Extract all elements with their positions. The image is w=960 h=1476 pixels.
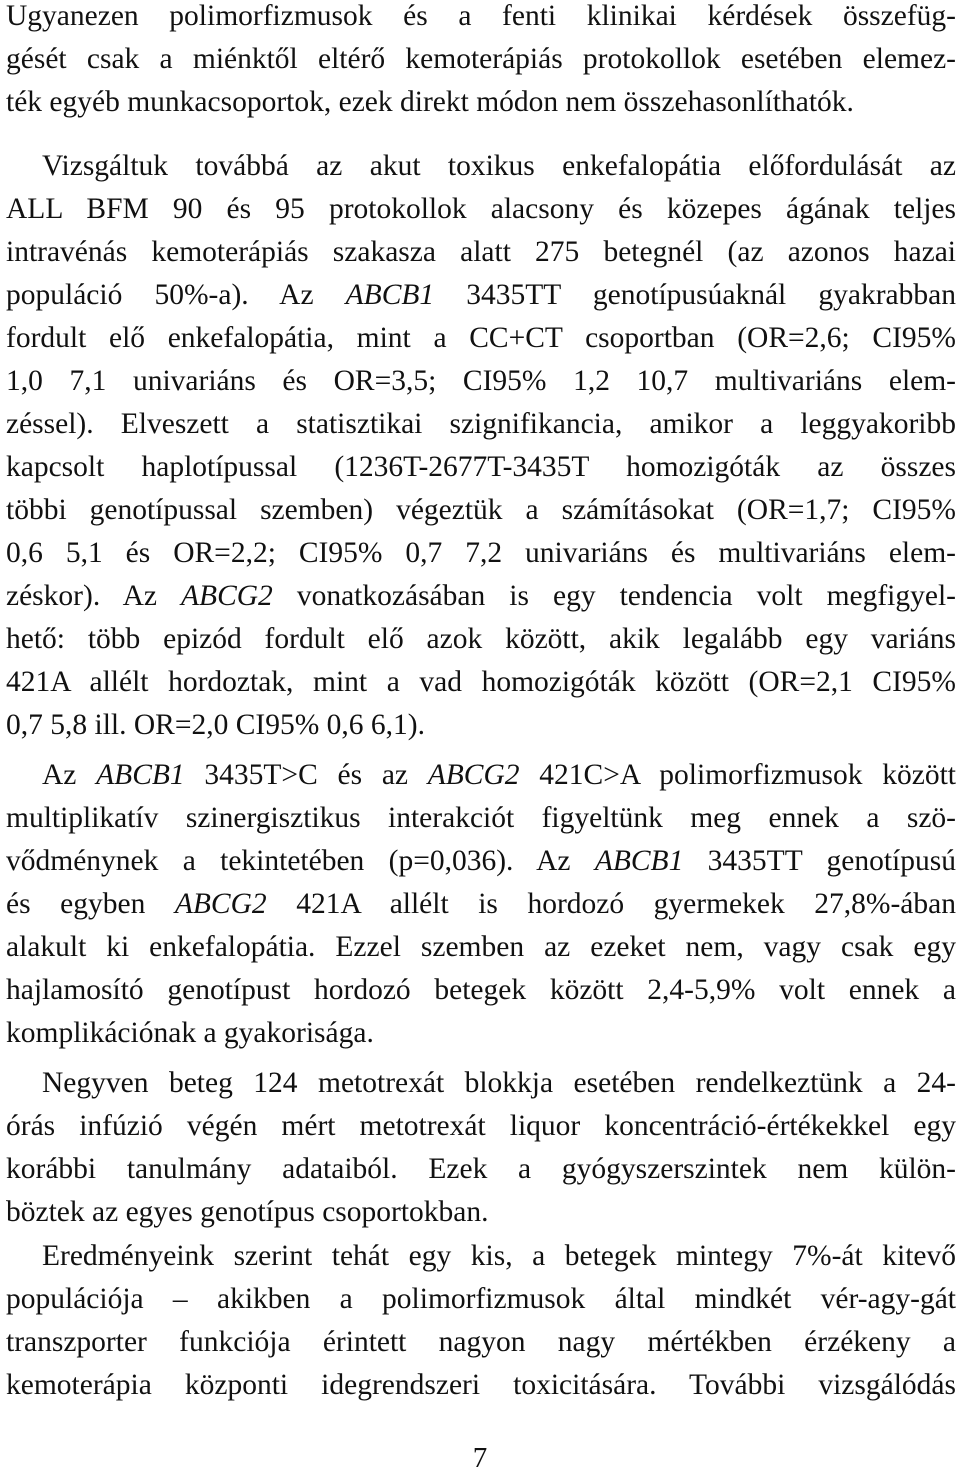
text-line: zéssel). Elveszett a statisztikai szignifikancia, amikor a leggyakoribb [6,408,956,440]
text-line: ALL BFM 90 és 95 protokollok alacsony és közepes ágának teljes [6,193,956,225]
text-line: multiplikatív szinergisztikus interakciót figyeltünk meg ennek a szö- [6,802,956,834]
text-line: 421A allélt hordoztak, mint a vad homozigóták között (OR=2,1 CI95% [6,666,956,698]
text-line: és egyben ABCG2 421A allélt is hordozó gyermekek 27,8%-ában [6,888,956,920]
text-line: hajlamosító genotípust hordozó betegek között 2,4-5,9% volt ennek a [6,974,956,1006]
text-line: komplikációnak a gyakorisága. [6,1017,374,1049]
text-line: zéskor). Az ABCG2 vonatkozásában is egy tendencia volt megfigyel- [6,580,956,612]
text-line: fordult elő enkefalopátia, mint a CC+CT csoportban (OR=2,6; CI95% [6,322,956,354]
text-line: ték egyéb munkacsoportok, ezek direkt módon nem összehasonlíthatók. [6,86,854,118]
text-line: alakult ki enkefalopátia. Ezzel szemben az ezeket nem, vagy csak egy [6,931,956,963]
text-line: órás infúzió végén mért metotrexát liquor koncentráció-értékekkel egy [6,1110,956,1142]
text-line: vődménynek a tekintetében (p=0,036). Az ABCB1 3435TT genotípusú [6,845,956,877]
text-line: 1,0 7,1 univariáns és OR=3,5; CI95% 1,2 10,7 multivariáns elem- [6,365,956,397]
text-line: böztek az egyes genotípus csoportokban. [6,1196,489,1228]
text-line: Negyven beteg 124 metotrexát blokkja esetében rendelkeztünk a 24- [42,1067,956,1099]
text-line: korábbi tanulmány adataiból. Ezek a gyógyszerszintek nem külön- [6,1153,956,1185]
gene-name: ABCG2 [427,759,520,791]
gene-name: ABCB1 [96,759,185,791]
text-line: 0,6 5,1 és OR=2,2; CI95% 0,7 7,2 univariáns és multivariáns elem- [6,537,956,569]
gene-name: ABCB1 [594,845,684,877]
text-line: populáció 50%-a). Az ABCB1 3435TT genotípusúaknál gyakrabban [6,279,956,311]
text-line: hető: több epizód fordult elő azok között, akik legalább egy variáns [6,623,956,655]
text-line: gését csak a miénktől eltérő kemoterápiás protokollok esetében elemez- [6,43,956,75]
text-line: kemoterápia központi idegrendszeri toxicitására. További vizsgálódás [6,1369,956,1401]
text-line: kapcsolt haplotípussal (1236T-2677T-3435T homozigóták az összes [6,451,956,483]
text-line: intravénás kemoterápiás szakasza alatt 275 betegnél (az azonos hazai [6,236,956,268]
text-line: Az ABCB1 3435T>C és az ABCG2 421C>A polimorfizmusok között [42,759,956,791]
text-line: Eredményeink szerint tehát egy kis, a betegek mintegy 7%-át kitevő [42,1240,956,1272]
text-line: Ugyanezen polimorfizmusok és a fenti klinikai kérdések összefüg- [6,0,956,32]
text-line: többi genotípussal szemben) végeztük a számításokat (OR=1,7; CI95% [6,494,956,526]
page-number: 7 [472,1442,488,1474]
gene-name: ABCG2 [174,888,267,920]
text-line: Vizsgáltuk továbbá az akut toxikus enkefalopátia előfordulását az [42,150,956,182]
gene-name: ABCG2 [181,580,273,612]
gene-name: ABCB1 [345,279,435,311]
text-line: transzporter funkciója érintett nagyon nagy mértékben érzékeny a [6,1326,956,1358]
text-line: 0,7 5,8 ill. OR=2,0 CI95% 0,6 6,1). [6,709,425,741]
text-line: populációja – akikben a polimorfizmusok által mindkét vér-agy-gát [6,1283,956,1315]
